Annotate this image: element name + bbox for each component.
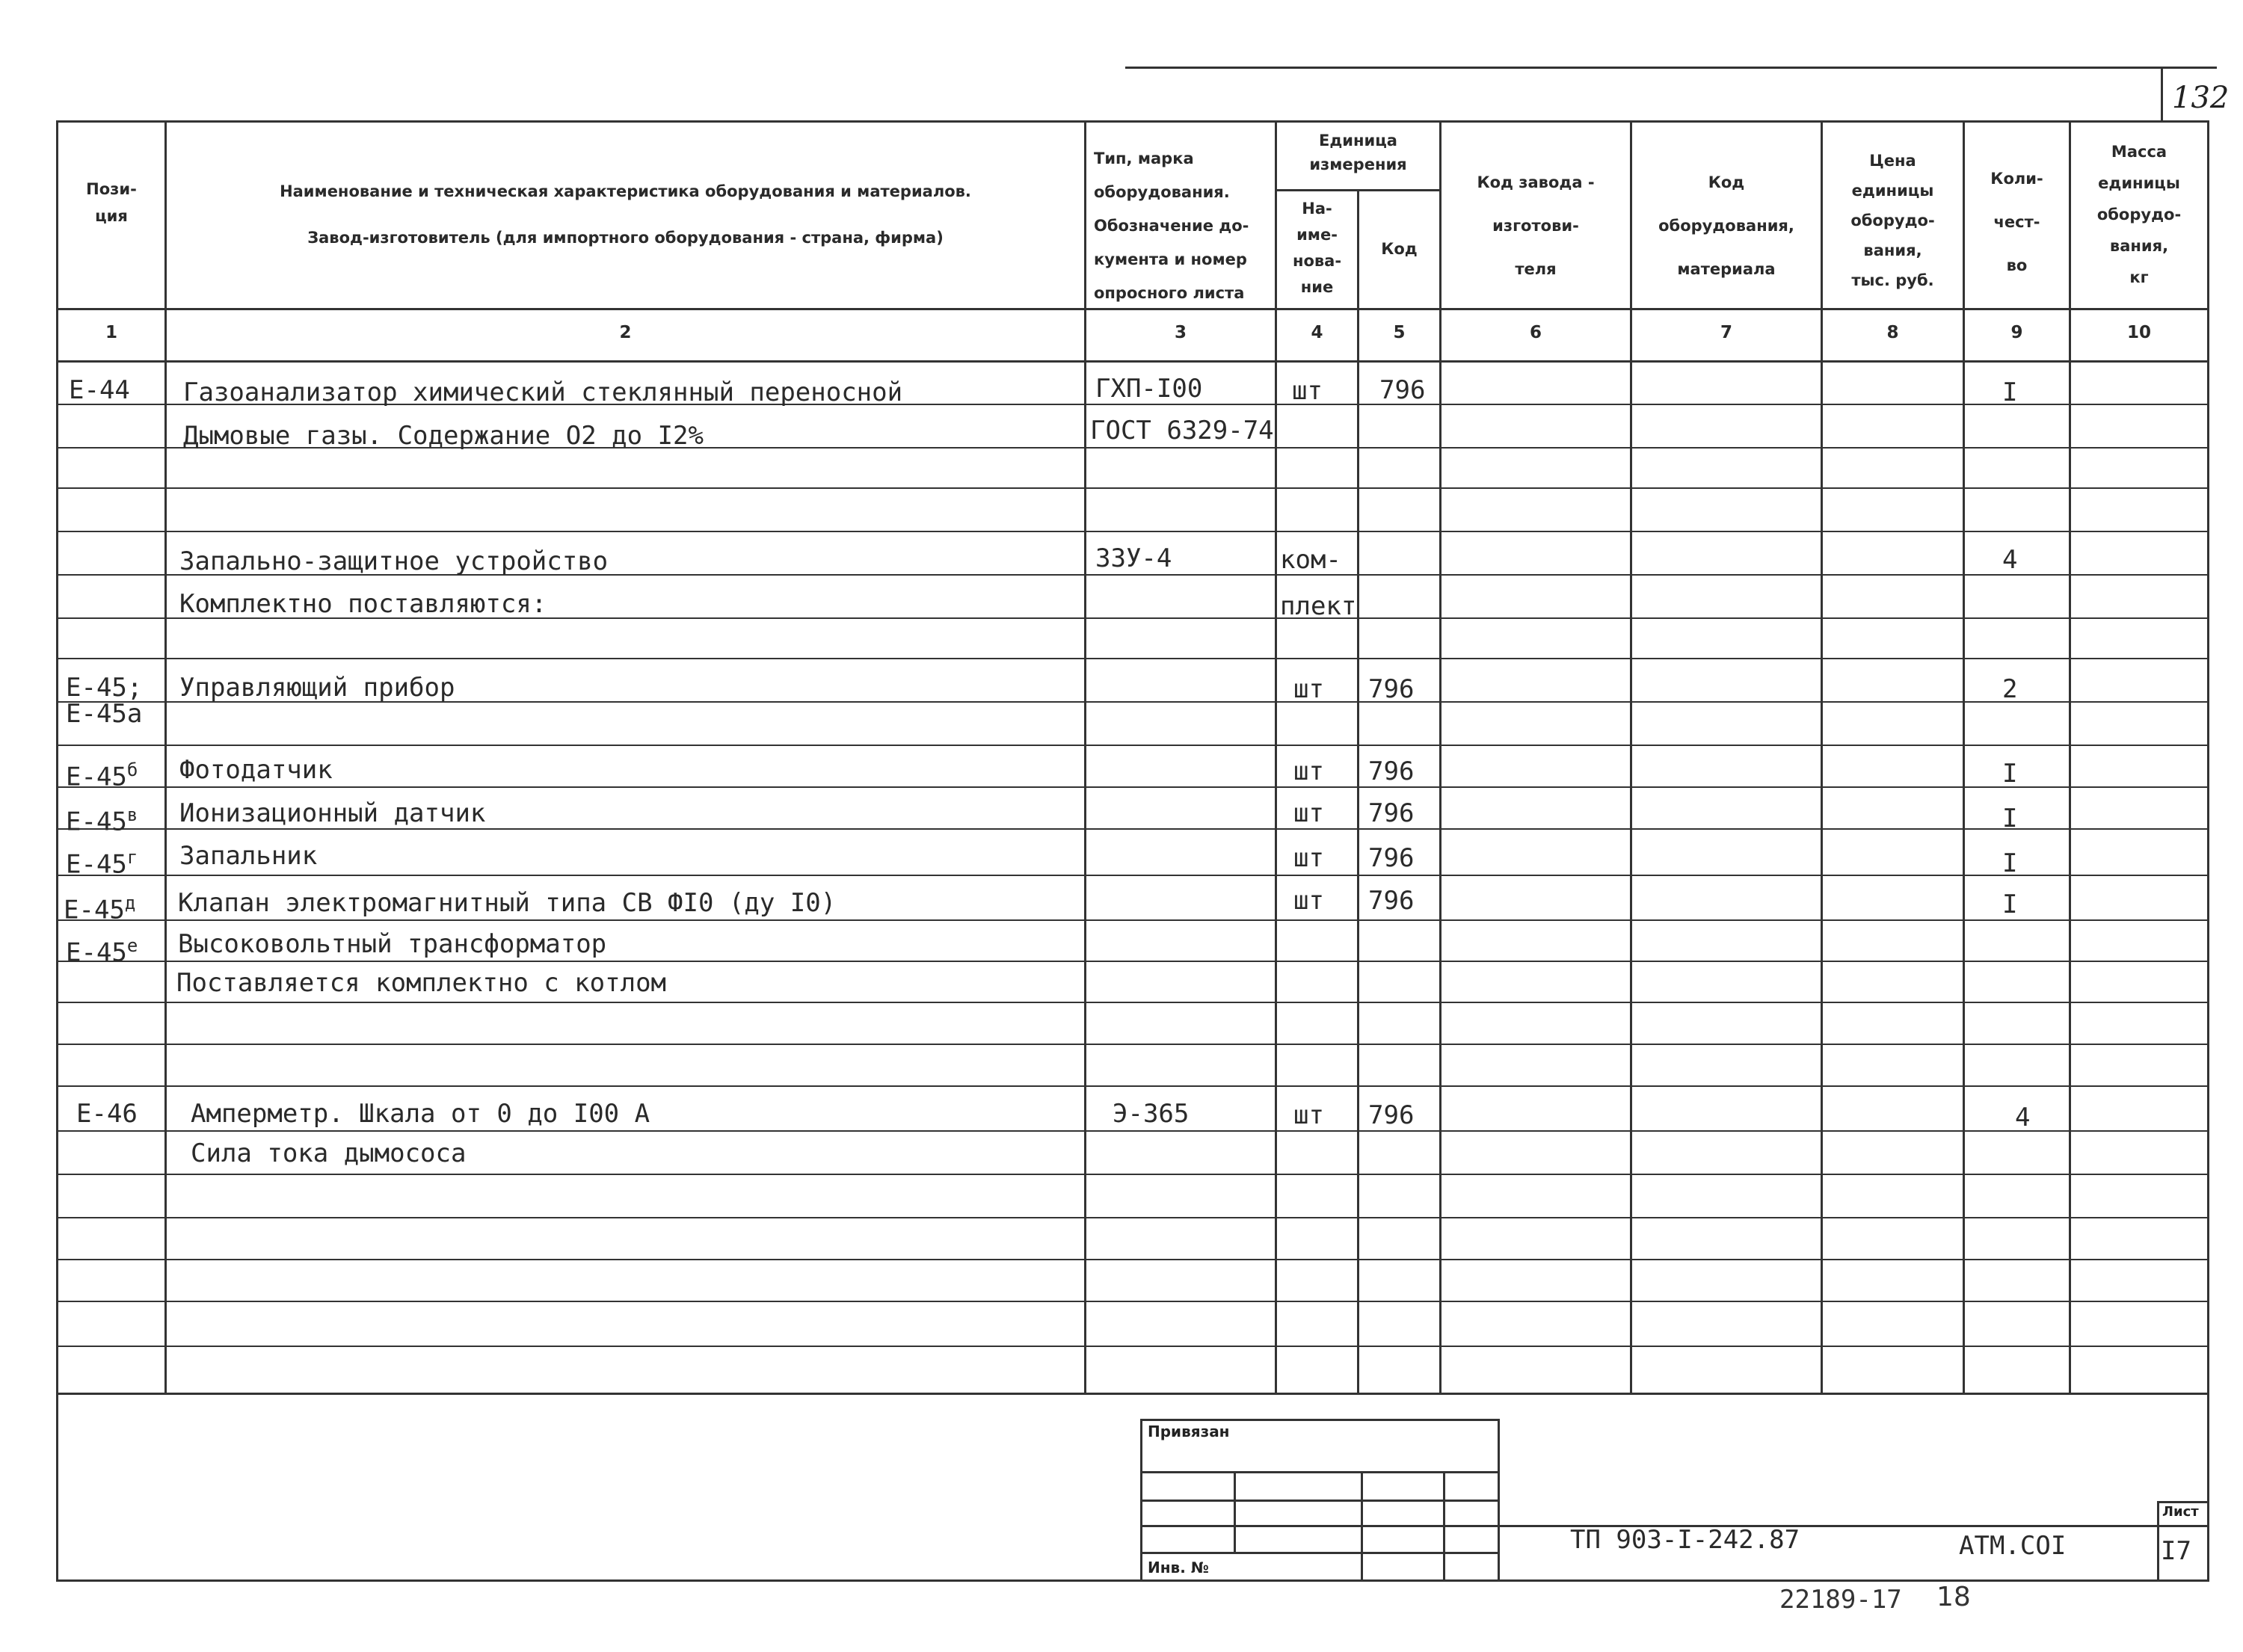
row-divider [56,1174,2209,1175]
row-qty: 2 [2002,674,2018,704]
header-col8-line: Цена [1869,152,1916,170]
row-type: ГОСТ 6329-74 [1090,416,1274,446]
row-unit: шт [1293,756,1324,786]
position-text: Е-45а [66,699,143,729]
table-right-border [2207,120,2209,1582]
row-code: 796 [1379,375,1426,405]
row-name: Высоковольтный трансформатор [178,929,607,959]
row-qty: 4 [2002,545,2018,575]
header-col5: Код [1381,240,1418,258]
row-name: Поставляется комплектно с котлом [176,968,667,998]
row-position [66,673,142,703]
stamp-line [1140,1500,1499,1502]
row-name: Газоанализатор химический стеклянный переносной [183,377,903,407]
footer-handwritten-number: 22189-17 [1779,1585,1902,1615]
row-divider [56,828,2209,830]
row-divider [56,786,2209,788]
col7-divider [1821,120,1823,1393]
position-superscript: е [126,935,138,956]
position-text: Е-45 [66,849,127,880]
footer-page-number: 18 [1936,1582,1971,1612]
header-unit-group-line: измерения [1309,155,1407,173]
header-col6-line: теля [1515,260,1557,278]
row-type: Э-365 [1113,1099,1190,1129]
table-top-border [56,120,2209,123]
row-divider [56,1130,2209,1132]
corner-divider [2161,67,2163,120]
row-type: ГХП-I00 [1095,374,1203,404]
row-unit: шт [1293,843,1324,873]
stamp-line [1140,1471,1499,1473]
row-code: 796 [1368,886,1415,916]
header-col3-line: Обозначение до- [1094,217,1249,235]
column-number: 3 [1174,323,1187,342]
stamp-cell-divider [1443,1471,1445,1582]
column-number: 10 [2126,323,2151,342]
header-col10 [2071,136,2207,293]
row-divider [56,531,2209,532]
header-col6 [1442,161,1630,291]
position-text: Е-46 [76,1099,138,1129]
header-col3-line: Тип, марка [1094,150,1194,167]
position-superscript: в [126,804,138,825]
header-col7 [1632,161,1821,291]
col8-divider [1963,120,1965,1393]
row-qty: 4 [2015,1103,2031,1132]
row-position [66,931,138,967]
header-col4-line: нова- [1292,252,1342,270]
col4-divider [1357,189,1359,1393]
col3-divider [1275,120,1277,1393]
row-divider [56,1346,2209,1347]
row-code: 796 [1368,674,1415,704]
row-name: Комплектно поставляются: [179,589,547,619]
header-col1-line: Пози- [86,180,137,198]
column-number: 1 [105,323,117,342]
sheet-box-left [2157,1501,2159,1582]
col1-divider [164,120,167,1393]
row-divider [56,1301,2209,1302]
row-qty: I [2002,759,2018,789]
header-col7-line: Код [1708,173,1745,191]
header-col3-line: оборудования. [1094,183,1230,201]
header-col8 [1823,146,1963,295]
col5-divider [1439,120,1442,1393]
header-unit-group [1277,129,1439,176]
header-col10-line: кг [2129,268,2149,286]
row-position [66,755,138,792]
row-name: Управляющий прибор [179,673,455,703]
position-superscript: г [126,847,138,868]
header-col6-line: Код завода - [1477,173,1595,191]
row-unit: шт [1293,798,1324,828]
header-col10-line: вания, [2109,237,2169,255]
header-col9-line: Коли- [1990,170,2043,188]
position-text: Е-45 [64,895,125,925]
stamp-inv-no: Инв. № [1148,1559,1209,1577]
sheet-code: АТМ.СОI [1959,1531,2067,1561]
row-divider [56,875,2209,876]
position-superscript: д [124,893,136,913]
position-text: Е-45 [66,807,127,837]
row-unit: шт [1293,1100,1324,1130]
row-qty: I [2002,848,2018,878]
row-divider [56,1259,2209,1260]
row-divider [56,1044,2209,1045]
column-number: 8 [1886,323,1899,342]
row-qty: I [2002,804,2018,833]
row-qty: I [2002,890,2018,919]
column-number: 6 [1529,323,1542,342]
column-number: 5 [1393,323,1406,342]
row-position [69,375,130,405]
row-unit: шт [1293,674,1324,704]
row-divider [56,1002,2209,1003]
row-code: 796 [1368,798,1415,828]
column-number: 9 [2010,323,2023,342]
row-name: Дымовые газы. Содержание О2 до I2% [183,421,704,451]
header-col9 [1965,157,2069,287]
position-superscript: б [126,759,138,780]
column-numbers-bottom [56,360,2209,363]
row-qty: I [2002,377,2018,407]
header-col8-line: единицы [1851,182,1934,200]
row-position [66,842,138,879]
stamp-top [1140,1419,1499,1421]
column-number: 4 [1311,323,1323,342]
header-col7-line: материала [1677,260,1776,278]
row-divider [56,1217,2209,1218]
row-name: Ионизационный датчик [179,798,486,828]
col6-divider [1630,120,1632,1393]
row-name: Клапан электромагнитный типа СВ ФI0 (ду I0) [178,888,837,918]
row-divider [56,658,2209,659]
row-unit: шт [1293,886,1324,916]
header-col8-line: вания, [1863,241,1922,259]
position-text: Е-45 [66,762,127,792]
top-rule [1125,67,2217,69]
header-col4 [1277,196,1357,300]
header-col10-line: единицы [2098,174,2180,192]
stamp-cell-divider [1361,1471,1363,1582]
sheet-label: Лист [2162,1504,2199,1520]
row-unit: ком- [1280,545,1341,575]
header-col1 [58,176,164,229]
position-text: Е-44 [69,375,130,405]
row-name: Сила тока дымососа [191,1138,467,1168]
header-col3-line: опросного листа [1094,284,1245,302]
column-number: 2 [619,323,632,342]
row-code: 796 [1368,1100,1415,1130]
header-col7-line: оборудования, [1658,217,1794,235]
row-divider [56,919,2209,921]
position-text: Е-45 [66,937,127,968]
row-position [76,1099,138,1129]
header-col2-line: Завод-изготовитель (для импортного оборудования - страна, фирма) [307,229,944,247]
header-col8-line: оборудо- [1850,212,1935,229]
position-text: Е-45; [66,673,143,703]
row-name: Амперметр. Шкала от 0 до I00 А [191,1099,650,1129]
row-name: Запальник [179,841,318,871]
row-divider [56,487,2209,489]
header-col3-line: кумента и номер [1094,250,1247,268]
row-divider [56,1085,2209,1087]
header-col9-line: чест- [1993,213,2040,231]
stamp-cell-divider [1234,1471,1236,1552]
sheet-box-top [2157,1501,2209,1503]
header-col3 [1086,142,1275,310]
header-col1-line: ция [95,207,128,225]
header-unit-group-line: Единица [1319,132,1397,150]
column-number: 7 [1720,323,1732,342]
col9-divider [2069,120,2071,1393]
row-type: ЗЗУ-4 [1095,543,1172,573]
header-col2 [167,168,1084,261]
row-unit: плект [1280,591,1357,621]
header-col10-line: Масса [2111,143,2167,161]
header-col10-line: оборудо- [2096,206,2182,224]
sheet-box-mid [2157,1525,2209,1527]
header-col9-line: во [2006,256,2028,274]
row-position [64,888,135,925]
header-col6-line: изготови- [1492,217,1579,235]
table-bottom-line [56,1579,2209,1582]
row-name: Запально-защитное устройство [179,546,609,576]
stamp-line [1140,1552,1499,1554]
row-position [66,800,138,836]
header-col4-line: На- [1302,200,1332,218]
row-position [66,699,142,729]
doc-code: ТП 903-I-242.87 [1570,1525,1800,1555]
stamp-privyazan: Привязан [1148,1423,1230,1440]
header-col4-line: ние [1300,278,1334,296]
row-code: 796 [1368,756,1415,786]
sheet-number: I7 [2161,1536,2191,1566]
row-name: Фотодатчик [179,755,333,785]
row-code: 796 [1368,843,1415,873]
row-divider [56,961,2209,962]
page-corner-number: 132 [2172,81,2230,115]
header-col2-line: Наименование и техническая характеристика оборудования и материалов. [280,182,971,200]
row-divider [56,745,2209,746]
col2-divider [1084,120,1086,1393]
header-col8-line: тыс. руб. [1851,271,1934,289]
table-bottom-border [56,1393,2209,1395]
header-col4-line: имe- [1296,226,1338,244]
row-unit: шт [1292,376,1323,406]
